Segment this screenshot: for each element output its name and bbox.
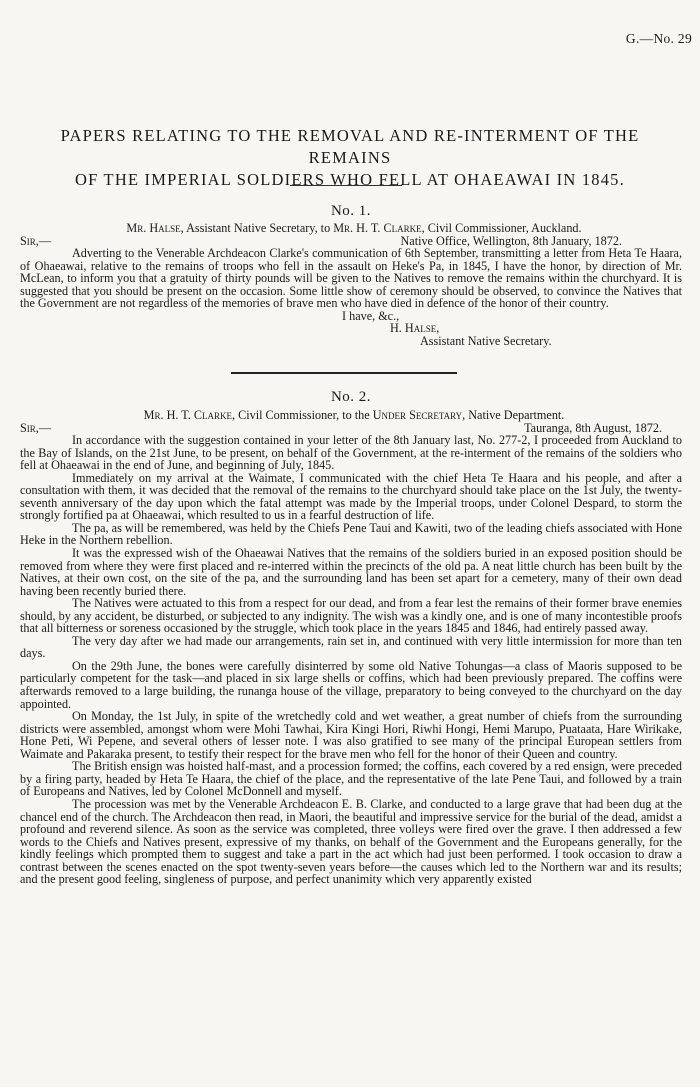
recipient-role: , Civil Commissioner, Auckland.: [421, 221, 582, 235]
paragraph: The British ensign was hoisted half-mast, and a procession formed; the coffins, each covered by a red ensign, were preceded by a firing party, headed by Heta Te Haara, the chief of the place, and the representative of the late Pene Taui, and followed by a train of Europeans and Natives, led by Colonel McDonnell and myself.: [20, 759, 682, 799]
recipient-name: Mr. H. T. Clarke: [333, 221, 422, 235]
paragraph: It was the expressed wish of the Ohaeawai Natives that the remains of the soldiers buried in an exposed position should be removed from where they were first placed and re-interred within the precincts of the old pa. A neat little church has been built by the Natives, at their own cost, on the site of the pa, and the surrounding land has been set apart for a cemetery, many of their own dead having been recently buried there.: [20, 546, 682, 598]
signature-title: Assistant Native Secretary.: [420, 333, 552, 348]
letter-2: [20, 388, 682, 886]
letter-heading: [20, 409, 682, 422]
title-divider: [290, 185, 402, 186]
place-date: Tauranga, 8th August, 1872.: [524, 420, 662, 435]
signature: H. Halse,: [390, 321, 440, 336]
sender-role: , Assistant Native Secretary, to: [180, 221, 334, 235]
paragraph: The Natives were actuated to this from a respect for our dead, and from a fear lest the remains of their former brave enemies should, by any accident, be disturbed, or subjected to any indignity. The wish was a kindly one, and is one of many incontestible proofs that all bitterness or soreness occasioned by the struggle, which took place in the years 1845 and 1846, had entirely passed away.: [20, 596, 682, 636]
letter-1: [20, 202, 682, 347]
paragraph: In accordance with the suggestion contained in your letter of the 8th January last, No. 277-2, I proceeded from Auckland to the Bay of Islands, on the 21st June, to be present, on behalf of the Government, at the re-interment of the remains of the soldiers who fell at Ohaeawai in the end of June, and beginning of July, 1845.: [20, 433, 682, 473]
recipient-name: Under Secretary: [372, 408, 463, 422]
letter-heading: [20, 222, 682, 235]
salutation: Sir,—: [20, 420, 52, 435]
sender-name: Mr. H. T. Clarke: [143, 408, 233, 422]
letter-number: No. 2.: [330, 389, 372, 405]
paragraph: Adverting to the Venerable Archdeacon Clarke's communication of 6th September, transmitting a letter from Heta Te Haara, of Ohaeawai, relative to the remains of troops who fell in the assault on Heke's Pa, in 1845, I have the honor, by direction of Mr. McLean, to inform you that a gratuity of thirty pounds will be given to the Natives to remove the remains within the churchyard. It is suggested that you should be present on the occasion. Some little show of ceremony should be observed, to convince the Natives that the Government are not regardless of the memories of brave men who have died in defence of the honor of their country.: [20, 246, 682, 311]
title-line-1: PAPERS RELATING TO THE REMOVAL AND RE-INTERMENT OF THE REMAINS: [60, 126, 640, 167]
salutation: Sir,—: [20, 233, 52, 248]
paragraph: On Monday, the 1st July, in spite of the wretchedly cold and wet weather, a great number of chiefs from the surrounding districts were assembled, amongst whom were Mohi Tawhai, Kira Kingi Hori, Riwhi Hongi, Hemi Marupo, Puataata, Hare Wirikake, Hone Peti, Wi Pepene, and several others of lesser note. I was also gratified to see many of the principal European settlers from Waimate and Pakaraka present, to testify their respect for the brave men who fell for the honor of their Queen and country.: [20, 709, 682, 761]
letter-number: No. 1.: [330, 203, 372, 219]
paragraph: The procession was met by the Venerable Archdeacon E. B. Clarke, and conducted to a large grave that had been dug at the chancel end of the church. The Archdeacon then read, in Maori, the beautiful and impressive service for the burial of the dead, amidst a profound and reverend silence. As soon as the service was completed, three volleys were fired over the grave. I then addressed a few words to the Chiefs and Natives present, expressive of my thanks, on behalf of the Government and the Europeans generally, for the kindly feelings which prompted them to suggest and take a part in the act which had just been performed. I took occasion to draw a contrast between the scenes enacted on the spot twenty-seven years before—the causes which led to the Northern war and its results; and the present good feeling, singleness of purpose, and perfect unanimity which very apparently existed: [20, 796, 682, 887]
title-line-2: OF THE IMPERIAL SOLDIERS WHO FELL AT OHAEAWAI IN 1845.: [75, 170, 625, 189]
section-divider: [231, 372, 457, 374]
closing: I have, &c.,: [342, 308, 400, 323]
sender-role: , Civil Commissioner, to the: [232, 408, 373, 422]
recipient-role: , Native Department.: [462, 408, 565, 422]
paragraph: The pa, as will be remembered, was held by the Chiefs Pene Taui and Kawiti, two of the leading chiefs associated with Hone Heke in the Northern rebellion.: [20, 520, 682, 548]
paragraph: On the 29th June, the bones were carefully disinterred by some old Native Tohungas—a class of Maoris supposed to be particularly competent for the task—and placed in six large shells or coffins, which had been previously prepared. The coffins were afterwards removed to a large building, the runanga house of the village, preparatory to being conveyed to the churchyard on the day appointed.: [20, 658, 682, 711]
place-date: Native Office, Wellington, 8th January, 1872.: [400, 233, 622, 248]
paragraph: Immediately on my arrival at the Waimate, I communicated with the chief Heta Te Haara and his people, and after a consultation with them, it was decided that the removal of the remains to the churchyard should take place on the 1st July, the twenty-seventh anniversary of the day upon which the fatal attempt was made by the Imperial troops, under Colonel Despard, to storm the strongly fortified pa at Ohaeawai, which resulted to us in a fearful destruction of life.: [20, 470, 682, 523]
page-reference: G.—No. 29: [625, 31, 692, 46]
sender-name: Mr. Halse: [126, 221, 181, 235]
document-title: [22, 125, 678, 191]
paragraph: The very day after we had made our arrangements, rain set in, and continued with very little intermission for more than ten days.: [20, 633, 682, 661]
